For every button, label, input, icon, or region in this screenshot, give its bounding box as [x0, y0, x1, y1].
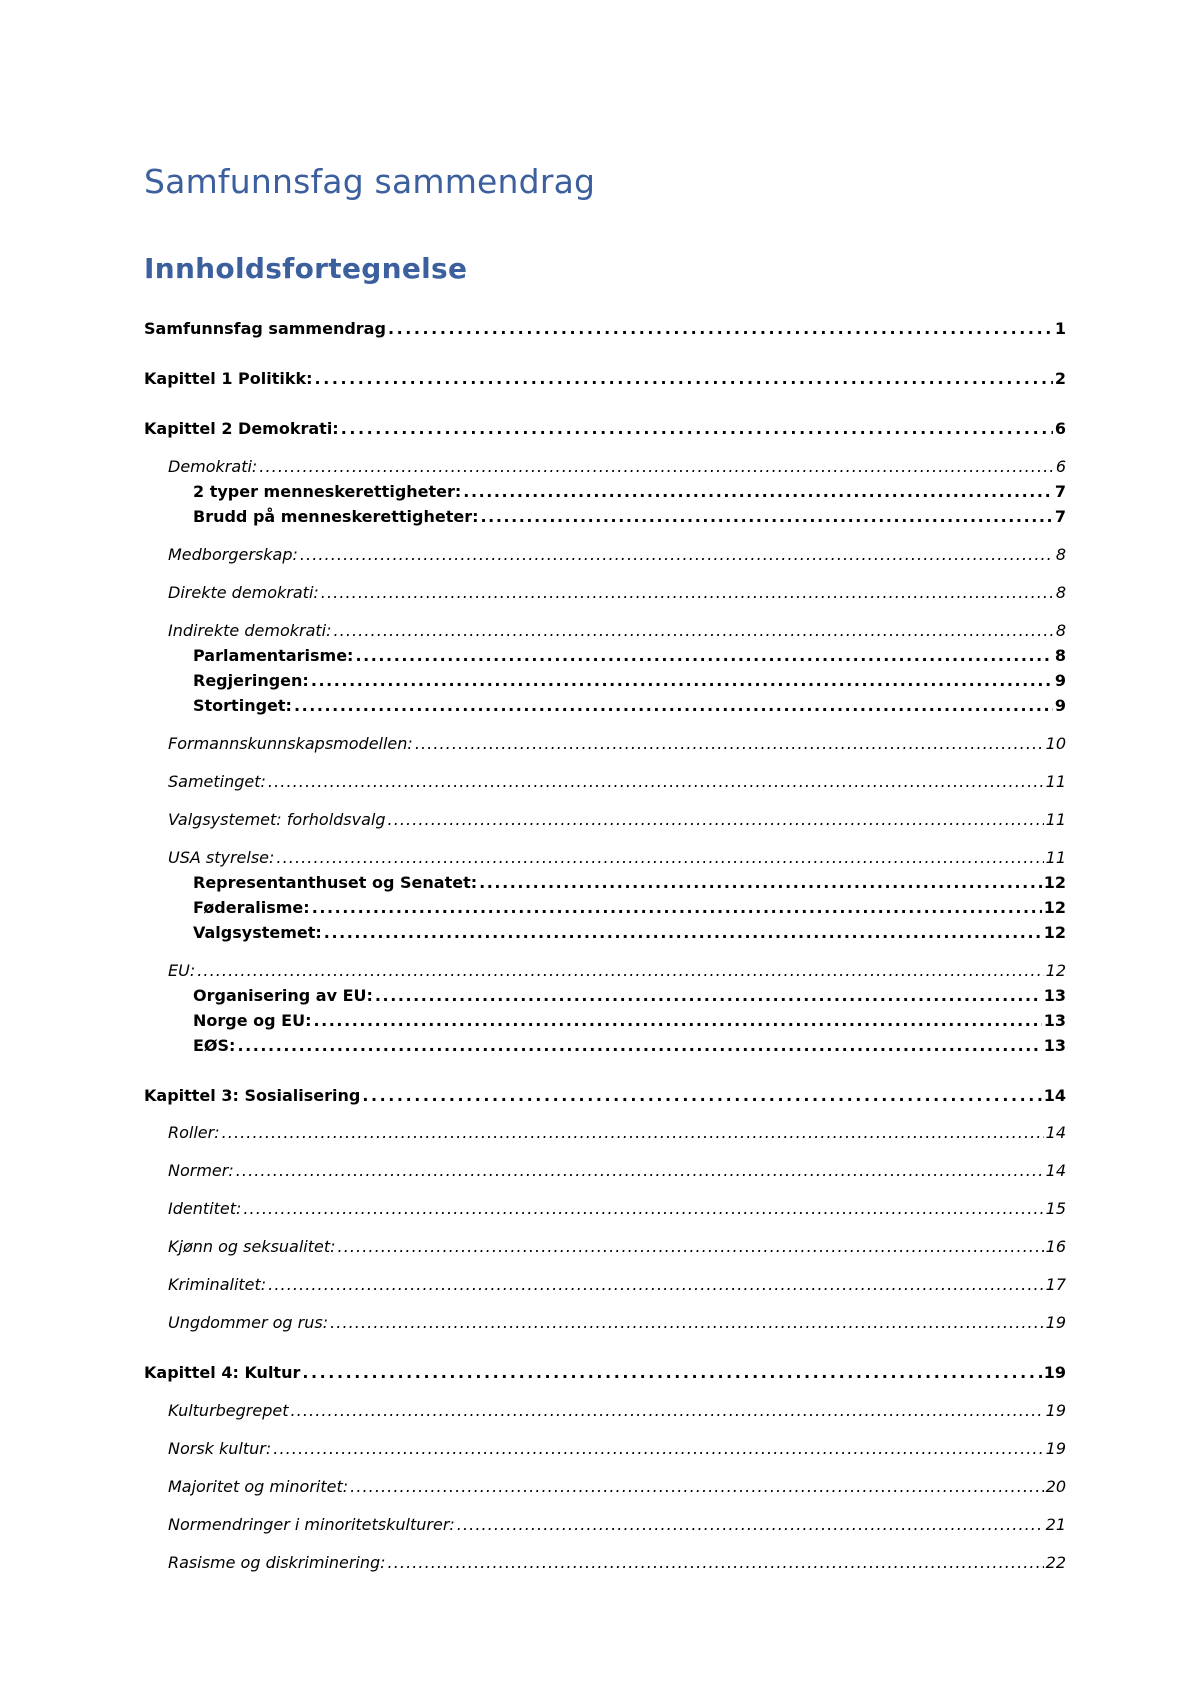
toc-entry-text: Formannskunnskapsmodellen: — [168, 734, 413, 753]
toc-dot-leader — [341, 418, 1053, 440]
toc-entry-text: Valgsystemet: — [193, 923, 322, 942]
toc-entry-text: Rasisme og diskriminering: — [168, 1553, 386, 1572]
toc-entry-text: 2 typer menneskerettigheter: — [193, 482, 462, 501]
toc-dot-leader — [197, 960, 1043, 982]
toc-page-number: 20 — [1045, 1477, 1066, 1496]
toc-page-number: 8 — [1055, 583, 1066, 602]
toc-page-number: 19 — [1045, 1401, 1066, 1420]
toc-entry[interactable] — [193, 985, 1066, 1007]
toc-entry[interactable] — [193, 1010, 1066, 1032]
toc-dot-leader — [259, 456, 1054, 478]
toc-entry-text: Kapittel 4: Kultur — [144, 1363, 301, 1382]
toc-entry[interactable] — [144, 1362, 1066, 1384]
toc-entry[interactable] — [168, 1400, 1066, 1422]
toc-entry[interactable] — [168, 960, 1066, 982]
toc-dot-leader — [243, 1198, 1043, 1220]
toc-page-number: 14 — [1045, 1123, 1066, 1142]
toc-dot-leader — [481, 506, 1053, 528]
toc-page-number: 13 — [1043, 986, 1066, 1005]
toc-dot-leader — [276, 847, 1043, 869]
toc-page-number: 11 — [1045, 848, 1066, 867]
toc-entry-text: Kulturbegrepet — [168, 1401, 289, 1420]
toc-page-number: 12 — [1045, 961, 1066, 980]
toc-page-number: 14 — [1043, 1086, 1066, 1105]
toc-dot-leader — [312, 897, 1042, 919]
toc-entry-text: Kriminalitet: — [168, 1275, 267, 1294]
document-title: Samfunnsfag sammendrag — [144, 162, 596, 201]
toc-dot-leader — [222, 1122, 1044, 1144]
toc-entry[interactable] — [144, 368, 1066, 390]
toc-dot-leader — [294, 695, 1053, 717]
toc-entry[interactable] — [144, 1085, 1066, 1107]
toc-entry[interactable] — [168, 1160, 1066, 1182]
toc-page-number: 10 — [1045, 734, 1066, 753]
toc-entry[interactable] — [168, 771, 1066, 793]
toc-entry-text: Brudd på menneskerettigheter: — [193, 507, 479, 526]
toc-entry-text: Roller: — [168, 1123, 220, 1142]
toc-dot-leader — [463, 481, 1053, 503]
toc-page-number: 14 — [1045, 1161, 1066, 1180]
toc-entry[interactable] — [193, 922, 1066, 944]
toc-page-number: 9 — [1054, 671, 1066, 690]
toc-dot-leader — [315, 368, 1053, 390]
toc-entry-text: Medborgerskap: — [168, 545, 298, 564]
toc-entry-text: Identitet: — [168, 1199, 242, 1218]
toc-dot-leader — [324, 922, 1042, 944]
toc-dot-leader — [457, 1514, 1044, 1536]
toc-entry-text: Majoritet og minoritet: — [168, 1477, 349, 1496]
toc-entry-text: EØS: — [193, 1036, 236, 1055]
toc-dot-leader — [237, 1035, 1041, 1057]
toc-dot-leader — [302, 1362, 1041, 1384]
toc-dot-leader — [313, 1010, 1041, 1032]
toc-page-number: 6 — [1054, 419, 1066, 438]
toc-entry-text: Føderalisme: — [193, 898, 310, 917]
toc-entry[interactable] — [168, 456, 1066, 478]
toc-page-number: 19 — [1043, 1363, 1066, 1382]
toc-dot-leader — [355, 645, 1052, 667]
toc-entry-text: Norge og EU: — [193, 1011, 312, 1030]
toc-entry-text: Demokrati: — [168, 457, 258, 476]
toc-page-number: 1 — [1054, 319, 1066, 338]
toc-entry[interactable] — [193, 506, 1066, 528]
toc-entry[interactable] — [168, 733, 1066, 755]
toc-page-number: 8 — [1055, 545, 1066, 564]
toc-dot-leader — [350, 1476, 1044, 1498]
toc-page-number: 7 — [1054, 482, 1066, 501]
toc-page-number: 8 — [1054, 646, 1066, 665]
toc-page-number: 2 — [1054, 369, 1066, 388]
toc-dot-leader — [321, 582, 1054, 604]
toc-entry[interactable] — [168, 1198, 1066, 1220]
toc-dot-leader — [388, 1552, 1044, 1574]
toc-dot-leader — [300, 544, 1054, 566]
toc-page-number: 13 — [1043, 1011, 1066, 1030]
toc-entry[interactable] — [168, 1476, 1066, 1498]
toc-entry[interactable] — [193, 1035, 1066, 1057]
toc-page-number: 8 — [1055, 621, 1066, 640]
toc-entry-text: USA styrelse: — [168, 848, 275, 867]
toc-entry-text: Kapittel 2 Demokrati: — [144, 419, 339, 438]
toc-entry[interactable] — [168, 1236, 1066, 1258]
toc-entry[interactable] — [193, 481, 1066, 503]
toc-entry-text: Valgsystemet: forholdsvalg — [168, 810, 386, 829]
toc-page-number: 19 — [1045, 1313, 1066, 1332]
toc-entry-text: Parlamentarisme: — [193, 646, 354, 665]
toc-entry[interactable] — [168, 544, 1066, 566]
toc-entry-text: Normer: — [168, 1161, 234, 1180]
toc-entry-text: EU: — [168, 961, 196, 980]
toc-entry[interactable] — [168, 1552, 1066, 1574]
toc-page-number: 12 — [1043, 898, 1066, 917]
toc-page-number: 17 — [1045, 1275, 1066, 1294]
toc-entry-text: Kjønn og seksualitet: — [168, 1237, 336, 1256]
toc-entry[interactable] — [193, 897, 1066, 919]
toc-entry-text: Regjeringen: — [193, 671, 309, 690]
toc-dot-leader — [236, 1160, 1044, 1182]
toc-entry[interactable] — [168, 1122, 1066, 1144]
toc-page-number: 12 — [1043, 873, 1066, 892]
toc-page-number: 11 — [1045, 810, 1066, 829]
toc-page-number: 13 — [1043, 1036, 1066, 1055]
toc-dot-leader — [311, 670, 1053, 692]
toc-entry[interactable] — [193, 670, 1066, 692]
toc-entry[interactable] — [144, 418, 1066, 440]
toc-entry-text: Normendringer i minoritetskulturer: — [168, 1515, 455, 1534]
toc-page-number: 22 — [1045, 1553, 1066, 1572]
toc-entry-text: Norsk kultur: — [168, 1439, 272, 1458]
toc-entry[interactable] — [168, 1274, 1066, 1296]
toc-entry-text: Representanthuset og Senatet: — [193, 873, 478, 892]
toc-dot-leader — [268, 1274, 1043, 1296]
toc-dot-leader — [291, 1400, 1044, 1422]
toc-dot-leader — [479, 872, 1042, 894]
toc-entry[interactable] — [168, 1312, 1066, 1334]
toc-page-number: 16 — [1045, 1237, 1066, 1256]
toc-entry-text: Samfunnsfag sammendrag — [144, 319, 386, 338]
toc-entry-text: Kapittel 3: Sosialisering — [144, 1086, 361, 1105]
toc-entry[interactable] — [168, 1438, 1066, 1460]
toc-entry[interactable] — [168, 582, 1066, 604]
toc-entry[interactable] — [193, 645, 1066, 667]
toc-dot-leader — [330, 1312, 1044, 1334]
toc-entry[interactable] — [168, 620, 1066, 642]
toc-dot-leader — [273, 1438, 1043, 1460]
toc-entry-text: Stortinget: — [193, 696, 292, 715]
toc-page-number: 9 — [1054, 696, 1066, 715]
toc-entry-text: Organisering av EU: — [193, 986, 373, 1005]
toc-entry-text: Indirekte demokrati: — [168, 621, 332, 640]
toc-page-number: 12 — [1043, 923, 1066, 942]
toc-entry[interactable] — [168, 809, 1066, 831]
toc-dot-leader — [362, 1085, 1041, 1107]
toc-entry-text: Direkte demokrati: — [168, 583, 319, 602]
toc-dot-leader — [338, 1236, 1044, 1258]
toc-dot-leader — [388, 318, 1053, 340]
toc-page-number: 21 — [1045, 1515, 1066, 1534]
toc-entry-text: Sametinget: — [168, 772, 266, 791]
toc-entry-text: Ungdommer og rus: — [168, 1313, 329, 1332]
toc-page-number: 15 — [1045, 1199, 1066, 1218]
toc-page-number: 11 — [1045, 772, 1066, 791]
toc-entry[interactable] — [168, 1514, 1066, 1536]
toc-entry[interactable] — [168, 847, 1066, 869]
toc-entry[interactable] — [193, 695, 1066, 717]
toc-dot-leader — [415, 733, 1044, 755]
toc-dot-leader — [388, 809, 1044, 831]
toc-entry[interactable] — [144, 318, 1066, 340]
toc-heading: Innholdsfortegnelse — [144, 252, 468, 285]
toc-entry[interactable] — [193, 872, 1066, 894]
toc-dot-leader — [375, 985, 1042, 1007]
toc-dot-leader — [333, 620, 1053, 642]
toc-page-number: 19 — [1045, 1439, 1066, 1458]
toc-page-number: 7 — [1054, 507, 1066, 526]
toc-page-number: 6 — [1055, 457, 1066, 476]
toc-dot-leader — [268, 771, 1044, 793]
toc-entry-text: Kapittel 1 Politikk: — [144, 369, 313, 388]
